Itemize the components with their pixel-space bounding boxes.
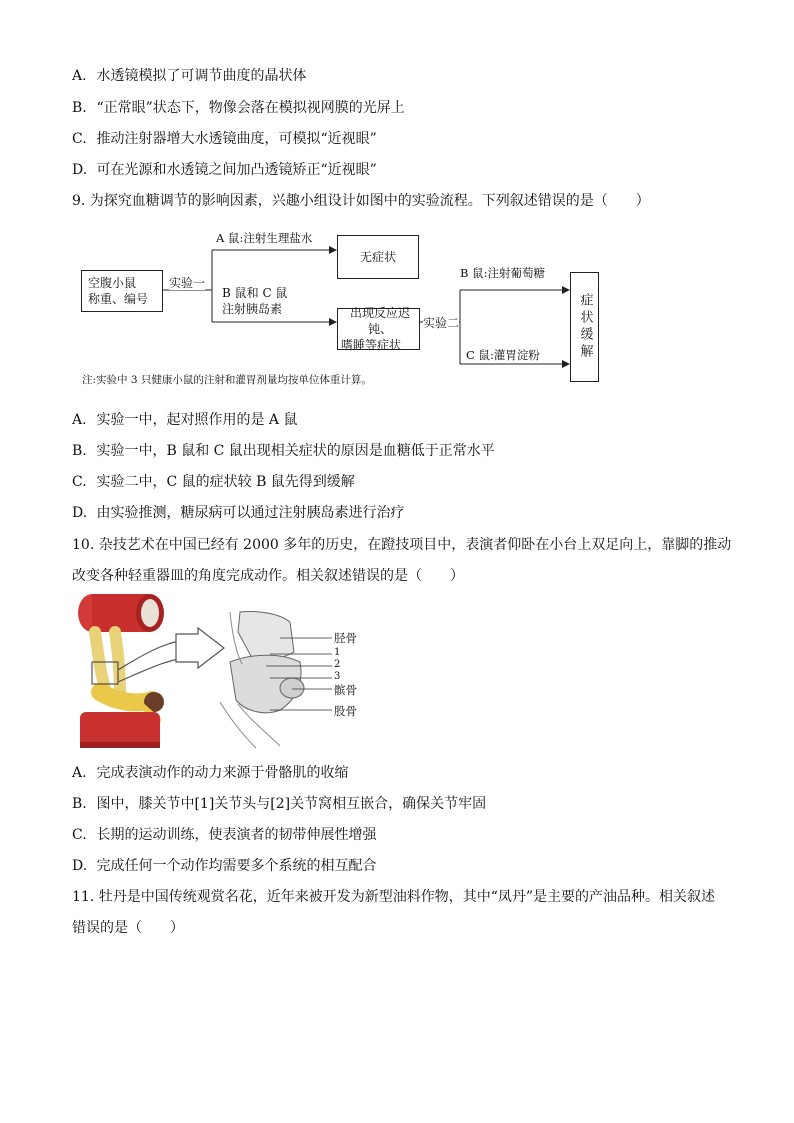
q9-option-a — [72, 410, 297, 430]
q10-option-d — [72, 856, 376, 876]
q11-stem-line1: 11. 牡丹是中国传统观赏名花，近年来被开发为新型油料作物，其中“凤丹”是主要的产油品种。相关叙述 — [72, 889, 716, 905]
q9-diagram-note: 注:实验中 3 只健康小鼠的注射和灌胃剂量均按单位体重计算。 — [82, 374, 372, 386]
label-2: 2 — [334, 659, 341, 670]
option-text: 长期的运动训练，使表演者的韧带伸展性增强 — [96, 827, 377, 843]
q9-option-c — [72, 472, 355, 492]
option-text: 水透镜模拟了可调节曲度的晶状体 — [96, 68, 307, 84]
q10-stem-line1: 10. 杂技艺术在中国已经有 2000 多年的历史，在蹬技项目中，表演者仰卧在小台上双足向上，靠脚的推动 — [72, 537, 732, 553]
q9-stem: 9. 为探究血糖调节的影响因素，兴趣小组设计如图中的实验流程。下列叙述错误的是（ ） — [72, 193, 650, 209]
option-text: 实验一中，起对照作用的是 A 鼠 — [96, 412, 298, 428]
option-letter: B. — [72, 796, 87, 812]
knee-joint-sketch — [220, 611, 304, 748]
start-box-line2: 称重、编号 — [88, 292, 149, 306]
option-text: 可在光源和水透镜之间加凸透镜矫正“近视眼” — [96, 162, 377, 178]
option-letter: A. — [72, 412, 87, 428]
option-letter: C. — [72, 827, 87, 843]
acrobat-knee-illustration — [70, 592, 370, 752]
option-text: “正常眼”状态下，物像会落在模拟视网膜的光屏上 — [96, 100, 405, 116]
q10-stem-line2: 改变各种轻重器皿的角度完成动作。相关叙述错误的是（ ） — [72, 568, 464, 584]
label-3: 3 — [334, 671, 341, 682]
option-text: 完成表演动作的动力来源于骨骼肌的收缩 — [96, 765, 349, 781]
option-text: 完成任何一个动作均需要多个系统的相互配合 — [96, 858, 377, 874]
branch-b-label: B 鼠:注射葡萄糖 — [460, 266, 545, 280]
q9-flow-diagram — [0, 0, 794, 400]
option-letter: B. — [72, 100, 87, 116]
symptom-box-line2: 嗜睡等症状 — [341, 338, 402, 352]
q11-stem-line2: 错误的是（ ） — [72, 920, 184, 936]
branch-bc-line1: B 鼠和 C 鼠 — [222, 286, 288, 300]
symptom-box-line1: 出现反应迟钝、 — [349, 306, 410, 336]
no-symptom-box: 无症状 — [337, 235, 419, 279]
option-text: 实验一中，B 鼠和 C 鼠出现相关症状的原因是血糖低于正常水平 — [96, 443, 495, 459]
option-letter: D. — [72, 858, 88, 874]
q9-option-d — [72, 503, 404, 523]
branch-c-label: C 鼠:灌胃淀粉 — [466, 348, 540, 362]
exp2-label: 实验二 — [423, 316, 460, 330]
relief-box-text: 症状缓解 — [577, 293, 593, 361]
relief-box — [570, 272, 599, 382]
q10-option-a — [72, 763, 348, 783]
option-letter: C. — [72, 131, 87, 147]
option-letter: B. — [72, 443, 87, 459]
start-box — [81, 270, 163, 312]
label-1: 1 — [334, 647, 341, 658]
q10-option-b — [72, 794, 486, 814]
option-text: 图中，膝关节中[1]关节头与[2]关节窝相互嵌合，确保关节牢固 — [96, 796, 487, 812]
branch-bc-line2: 注射胰岛素 — [222, 302, 283, 316]
option-letter: A. — [72, 68, 87, 84]
q9-option-b — [72, 441, 495, 461]
drum-prop — [78, 594, 164, 632]
option-letter: D. — [72, 505, 88, 521]
branch-a-label: A 鼠:注射生理盐水 — [216, 231, 313, 245]
label-patella: 髌骨 — [334, 683, 357, 697]
label-femur: 股骨 — [334, 704, 357, 718]
q10-option-c — [72, 825, 376, 845]
exp1-label: 实验一 — [169, 276, 206, 290]
symptom-box — [337, 308, 420, 350]
q10-figure — [70, 592, 370, 752]
label-tibia: 胫骨 — [334, 631, 357, 645]
option-letter: C. — [72, 474, 87, 490]
option-text: 由实验推测，糖尿病可以通过注射胰岛素进行治疗 — [96, 505, 405, 521]
start-box-line1: 空腹小鼠 — [88, 276, 137, 290]
option-text: 推动注射器增大水透镜曲度，可模拟“近视眼” — [96, 131, 377, 147]
option-letter: D. — [72, 162, 88, 178]
option-letter: A. — [72, 765, 87, 781]
option-text: 实验二中，C 鼠的症状较 B 鼠先得到缓解 — [96, 474, 355, 490]
